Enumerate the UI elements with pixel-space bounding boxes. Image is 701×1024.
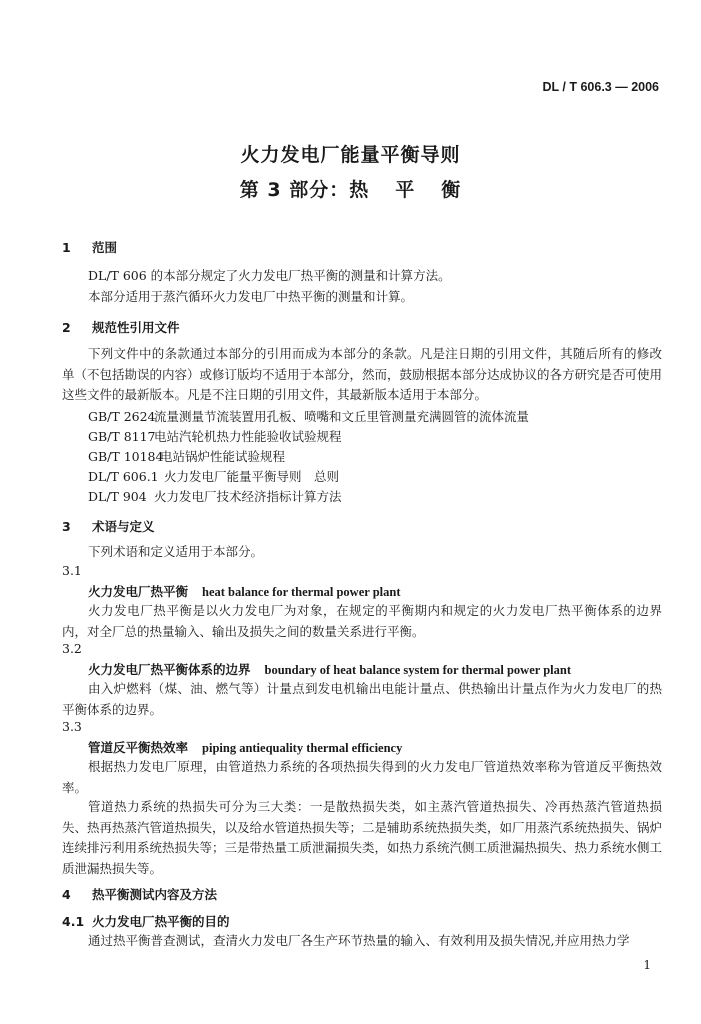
reference-item: GB/T 8117电站汽轮机热力性能验收试验规程 <box>88 429 342 444</box>
section-1-line-1: DL/T 606 的本部分规定了火力发电厂热平衡的测量和计算方法。 <box>88 268 451 283</box>
term-definition: 根据热力发电厂原理，由管道热力系统的各项热损失得到的火力发电厂管道热效率称为管道反平衡热效率。 <box>62 759 662 795</box>
section-1-line-2: 本部分适用于蒸汽循环火力发电厂中热平衡的测量和计算。 <box>88 289 414 304</box>
section-1-heading: 1 范围 <box>62 240 118 255</box>
part-char: 热 <box>349 179 370 201</box>
page-number: 1 <box>643 958 651 972</box>
term-number: 3.2 <box>62 641 82 656</box>
standard-code: DL / T 606.3 — 2006 <box>542 80 659 94</box>
subsection-4-1-heading: 4.1 火力发电厂热平衡的目的 <box>62 914 230 929</box>
term-heading: 火力发电厂热平衡 heat balance for thermal power plant <box>88 584 401 599</box>
section-2-intro: 下列文件中的条款通过本部分的引用而成为本部分的条款。凡是注日期的引用文件，其随后所有的修改单（不包括勘误的内容）或修订版均不适用于本部分，然而，鼓励根据本部分达成协议的各方研究是否可使用这些文件的最新版本。凡是不注日期的引用文件，其最新版本适用于本部分。 <box>62 346 663 402</box>
reference-item: GB/T 2624流量测量节流装置用孔板、喷嘴和文丘里管测量充满圆管的流体流量 <box>88 409 530 424</box>
term-definition: 由入炉燃料（煤、油、燃气等）计量点到发电机输出电能计量点、供热输出计量点作为火力发电厂的热平衡体系的边界。 <box>62 681 662 717</box>
part-prefix: 第 3 部分： <box>239 179 350 201</box>
section-3-intro: 下列术语和定义适用于本部分。 <box>88 544 264 559</box>
term-heading: 火力发电厂热平衡体系的边界 boundary of heat balance system for thermal power plant <box>88 662 571 677</box>
document-title: 火力发电厂能量平衡导则 <box>240 144 461 166</box>
term-number: 3.3 <box>62 719 82 734</box>
reference-item: GB/T 10184电站锅炉性能试验规程 <box>88 449 286 464</box>
term-definition: 火力发电厂热平衡是以火力发电厂为对象，在规定的平衡期内和规定的火力发电厂热平衡体系的边界内，对全厂总的热量输入、输出及损失之间的数量关系进行平衡。 <box>62 603 662 639</box>
section-4-1-text: 通过热平衡普查测试，查清火力发电厂各生产环节热量的输入、有效利用及损失情况,并应用热力学 <box>88 933 630 948</box>
section-2-heading: 2 规范性引用文件 <box>62 320 180 335</box>
term-definition-continued: 管道热力系统的热损失可分为三大类：一是散热损失类，如主蒸汽管道热损失、冷再热蒸汽管道热损失、热再热蒸汽管道热损失，以及给水管道热损失等；二是辅助系统热损失类，如厂用蒸汽系统热损失、锅炉连续排污利用系统热损失等；三是带热量工质泄漏损失类，如热力系统汽侧工质泄漏热损失、热力系统水侧工质泄漏热损失等。 <box>62 799 663 876</box>
section-3-heading: 3 术语与定义 <box>62 519 155 534</box>
reference-item: DL/T 904 火力发电厂技术经济指标计算方法 <box>88 489 342 504</box>
term-heading: 管道反平衡热效率 piping antiequality thermal efficiency <box>88 740 403 755</box>
part-title <box>0 175 701 202</box>
section-4-heading: 4 热平衡测试内容及方法 <box>62 887 218 902</box>
part-char: 衡 <box>441 179 462 201</box>
part-char: 平 <box>395 179 416 201</box>
reference-item: DL/T 606.1 火力发电厂能量平衡导则 总则 <box>88 469 340 484</box>
term-number: 3.1 <box>62 563 82 578</box>
